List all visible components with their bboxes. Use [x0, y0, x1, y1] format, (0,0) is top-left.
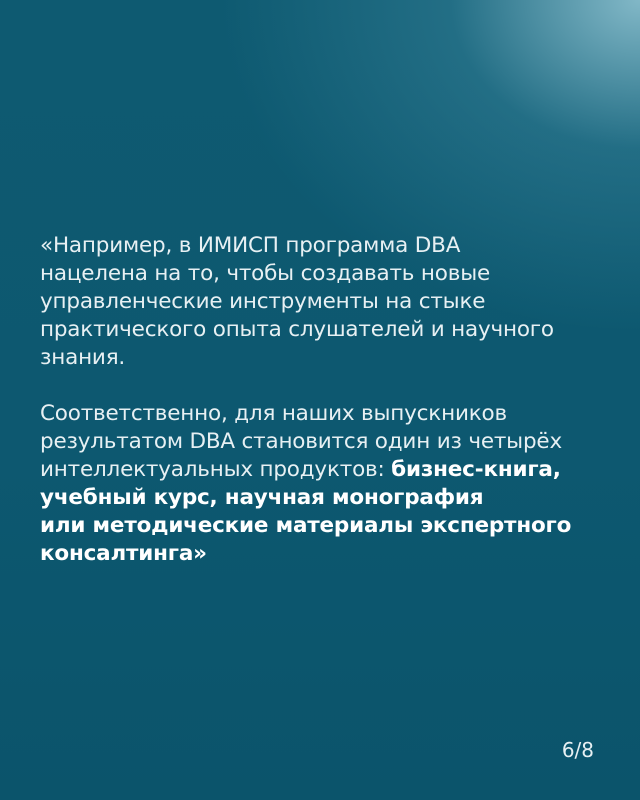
quote-line: нацелена на то, чтобы создавать новые	[40, 261, 490, 286]
quote-line: интеллектуальных продуктов:	[40, 457, 392, 482]
quote-highlight: учебный курс, научная монография	[40, 485, 484, 510]
quote-line: управленческие инструменты на стыке	[40, 289, 486, 314]
quote-paragraph-2	[40, 400, 620, 568]
quote-highlight: консалтинга»	[40, 541, 207, 566]
quote-line: практического опыта слушателей и научного	[40, 317, 554, 342]
quote-highlight: бизнес-книга,	[391, 457, 561, 482]
page-counter: 6/8	[561, 738, 594, 762]
quote-line: знания.	[40, 345, 126, 370]
quote-text	[40, 232, 620, 568]
quote-paragraph-1	[40, 232, 620, 372]
quote-highlight: или методические материалы экспертного	[40, 513, 572, 538]
quote-line: Соответственно, для наших выпускников	[40, 401, 507, 426]
quote-line: результатом DBA становится один из четырёх	[40, 429, 562, 454]
quote-line: «Например, в ИМИСП программа DBA	[40, 233, 461, 258]
